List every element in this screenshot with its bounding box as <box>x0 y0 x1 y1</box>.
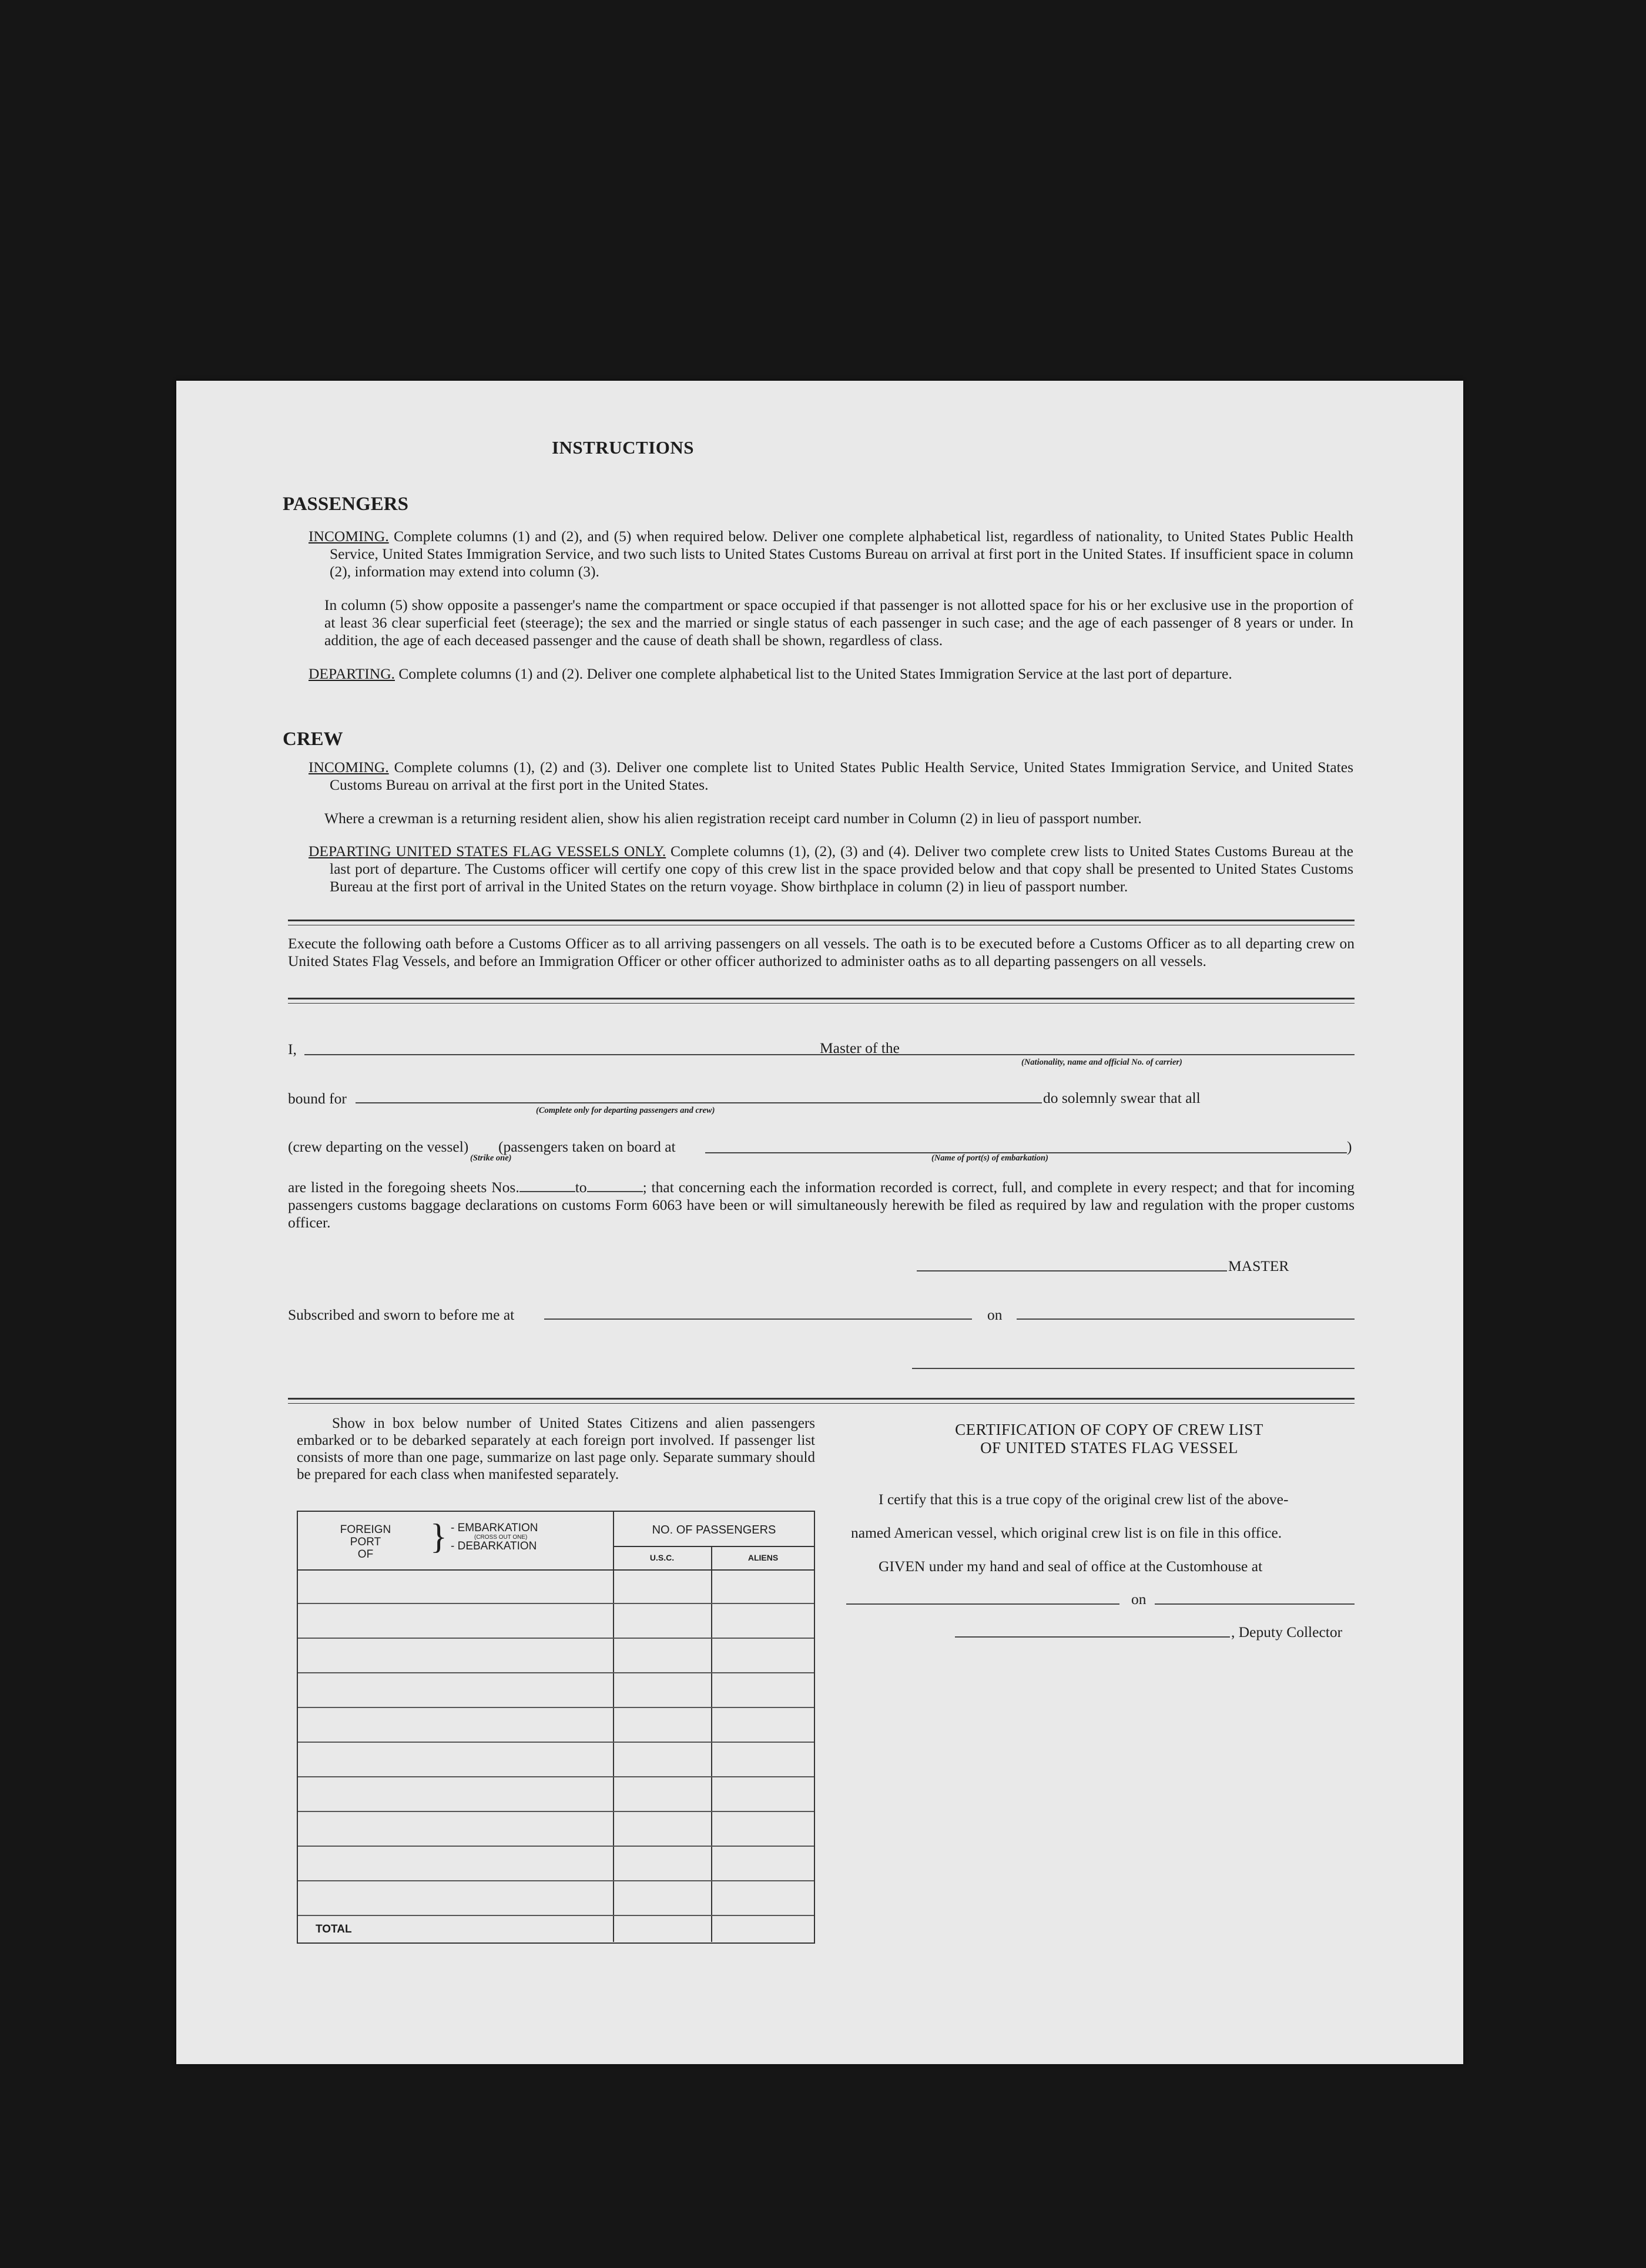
bound-for-label: bound for <box>288 1090 347 1107</box>
port-label: PORT <box>350 1536 381 1548</box>
summary-instructions: Show in box below number of United States Citizens and alien passengers embarked or to be debarked separately at each foreign port involved. If passenger list consists of more than one page, summarize on last page only. Separate summary should be prepared for each class when manifested separately. <box>297 1415 815 1482</box>
listed-prefix: are listed in the foregoing sheets Nos. <box>288 1179 519 1196</box>
certification-heading-line1: CERTIFICATION OF COPY OF CREW LIST <box>955 1421 1263 1438</box>
subscribed-place-line[interactable] <box>544 1318 972 1320</box>
embarkation-debarkation-options[interactable] <box>451 1522 538 1552</box>
table-row[interactable] <box>298 1708 814 1743</box>
crew-incoming-label: INCOMING. <box>309 759 389 776</box>
crew-resident-paragraph: Where a crewman is a returning resident alien, show his alien registration receipt card number in Column (2) in lieu of passport number. <box>324 810 1142 827</box>
table-body <box>298 1569 814 1942</box>
table-row[interactable] <box>298 1673 814 1708</box>
subscribed-label: Subscribed and sworn to before me at <box>288 1306 515 1323</box>
passengers-departing-text: Complete columns (1) and (2). Deliver one complete alphabetical list to the United States Immigration Service at the last port of departure. <box>395 665 1232 682</box>
listed-paragraph <box>288 1179 1355 1232</box>
port-note: (Name of port(s) of embarkation) <box>931 1153 1048 1163</box>
swear-label: do solemnly swear that all <box>1043 1089 1201 1106</box>
deputy-collector-label: , Deputy Collector <box>1231 1623 1343 1640</box>
crew-departing-label: DEPARTING UNITED STATES FLAG VESSELS ONLY. <box>309 843 666 860</box>
table-subheader-rule <box>613 1546 815 1547</box>
crew-departing-paragraph <box>309 843 1353 895</box>
page-title: INSTRUCTIONS <box>551 437 694 458</box>
passengers-column5-paragraph: In column (5) show opposite a passenger's name the compartment or space occupied if that passenger is not allotted space for his or her exclusive use in the proportion of at least 36 clear superficial feet (steerage); the sex and the married or single status of each passenger in such case; and the age of each passenger of 8 years or under. In addition, the age of each deceased passenger and the cause of death shall be shown, regardless of class. <box>324 596 1353 649</box>
table-row[interactable] <box>298 1847 814 1881</box>
oath-i-label: I, <box>288 1041 297 1058</box>
foreign-label: FOREIGN <box>340 1524 391 1536</box>
table-row[interactable] <box>298 1881 814 1916</box>
master-signature-line[interactable] <box>917 1270 1227 1271</box>
double-rule-middle <box>288 998 1355 1004</box>
carrier-line[interactable] <box>908 1054 1355 1055</box>
crew-incoming-text: Complete columns (1), (2) and (3). Deliver one complete list to United States Public Health Service, United States Immigration Service, and United States Customs Bureau on arrival at the first port in the United States. <box>330 759 1353 793</box>
listed-text: ; that concerning each the information recorded is correct, full, and complete in every respect; and that for incoming passengers customs baggage declarations on customs Form 6063 have been or will simultaneously herewith be filed as required by law and regulation with the proper customs officer. <box>288 1179 1355 1231</box>
total-label: TOTAL <box>316 1923 352 1935</box>
strike-one-note: (Strike one) <box>470 1153 512 1163</box>
crew-departing-option[interactable]: (crew departing on the vessel) <box>288 1138 469 1155</box>
oath-instruction: Execute the following oath before a Customs Officer as to all arriving passengers on all vessels. The oath is to be executed before a Customs Officer as to all departing crew on United States Flag Vessels, and before an Immigration Officer or other officer authorized to administer oaths as to all departing passengers on all vessels. <box>288 935 1355 969</box>
form-page <box>176 381 1463 2064</box>
bound-for-line[interactable] <box>356 1102 1042 1103</box>
table-row[interactable] <box>298 1743 814 1777</box>
table-row[interactable] <box>298 1569 814 1604</box>
customhouse-line[interactable] <box>846 1603 1119 1605</box>
no-of-passengers-header: NO. OF PASSENGERS <box>652 1524 776 1536</box>
certify-line-2: named American vessel, which original crew list is on file in this office. <box>851 1524 1282 1541</box>
certify-date-line[interactable] <box>1155 1603 1355 1605</box>
embarkation-label: - EMBARKATION <box>451 1522 538 1534</box>
passengers-heading: PASSENGERS <box>283 494 408 515</box>
passengers-departing-label: DEPARTING. <box>309 665 395 682</box>
passengers-incoming-label: INCOMING. <box>309 528 389 545</box>
of-label: OF <box>357 1548 374 1561</box>
crew-incoming-paragraph <box>309 759 1353 794</box>
subscribed-date-line[interactable] <box>1017 1318 1355 1320</box>
sheet-to-blank[interactable] <box>587 1180 643 1192</box>
debarkation-label: - DEBARKATION <box>451 1540 537 1552</box>
crew-heading: CREW <box>283 729 343 750</box>
passengers-taken-option[interactable]: (passengers taken on board at <box>498 1138 676 1155</box>
passenger-summary-table <box>297 1511 815 1944</box>
cross-out-label: (CROSS OUT ONE) <box>474 1534 528 1541</box>
double-rule-bottom <box>288 1398 1355 1404</box>
passengers-incoming-paragraph <box>309 528 1353 581</box>
subscribed-on-label: on <box>987 1306 1003 1323</box>
double-rule-top <box>288 920 1355 925</box>
master-of-the-label: Master of the <box>820 1039 900 1056</box>
certification-heading <box>846 1421 1372 1457</box>
departing-only-note: (Complete only for departing passengers and crew) <box>536 1106 715 1115</box>
master-label: MASTER <box>1228 1257 1289 1274</box>
sheet-from-blank[interactable] <box>519 1180 575 1192</box>
certify-on-label: on <box>1131 1591 1146 1608</box>
passengers-incoming-text: Complete columns (1) and (2), and (5) when required below. Deliver one complete alphabetical list, regardless of nationality, to United States Public Health Service, United States Immigration Service, and two such lists to United States Customs Bureau on arrival at first port in the United States. If insufficient space in column (2), information may extend into column (3). <box>330 528 1353 580</box>
crew-departing-text: Complete columns (1), (2), (3) and (4). Deliver two complete crew lists to United States Customs Bureau at the last port of departure. The Customs officer will certify one copy of this crew list in the space provided below and that copy shall be presented to United States Customs Bureau at the first port of arrival in the United States on the return voyage. Show birthplace in column (2) in lieu of passport number. <box>330 843 1353 895</box>
brace-icon: } <box>430 1517 447 1556</box>
officer-signature-line[interactable] <box>912 1368 1355 1369</box>
table-row[interactable] <box>298 1639 814 1673</box>
usc-header: U.S.C. <box>649 1553 675 1562</box>
foreign-port-label <box>321 1524 410 1561</box>
passengers-departing-paragraph <box>309 665 1353 683</box>
certify-line-1: I certify that this is a true copy of the original crew list of the above- <box>879 1491 1289 1508</box>
table-row[interactable] <box>298 1777 814 1812</box>
aliens-header: ALIENS <box>747 1553 779 1562</box>
close-paren: ) <box>1347 1138 1352 1155</box>
table-row[interactable] <box>298 1604 814 1639</box>
certify-line-3: GIVEN under my hand and seal of office at the Customhouse at <box>879 1558 1263 1575</box>
table-row[interactable] <box>298 1812 814 1847</box>
carrier-note: (Nationality, name and official No. of carrier) <box>1021 1058 1182 1067</box>
to-label: to <box>575 1179 587 1196</box>
certification-heading-line2: OF UNITED STATES FLAG VESSEL <box>980 1439 1238 1457</box>
deputy-signature-line[interactable] <box>955 1636 1230 1638</box>
